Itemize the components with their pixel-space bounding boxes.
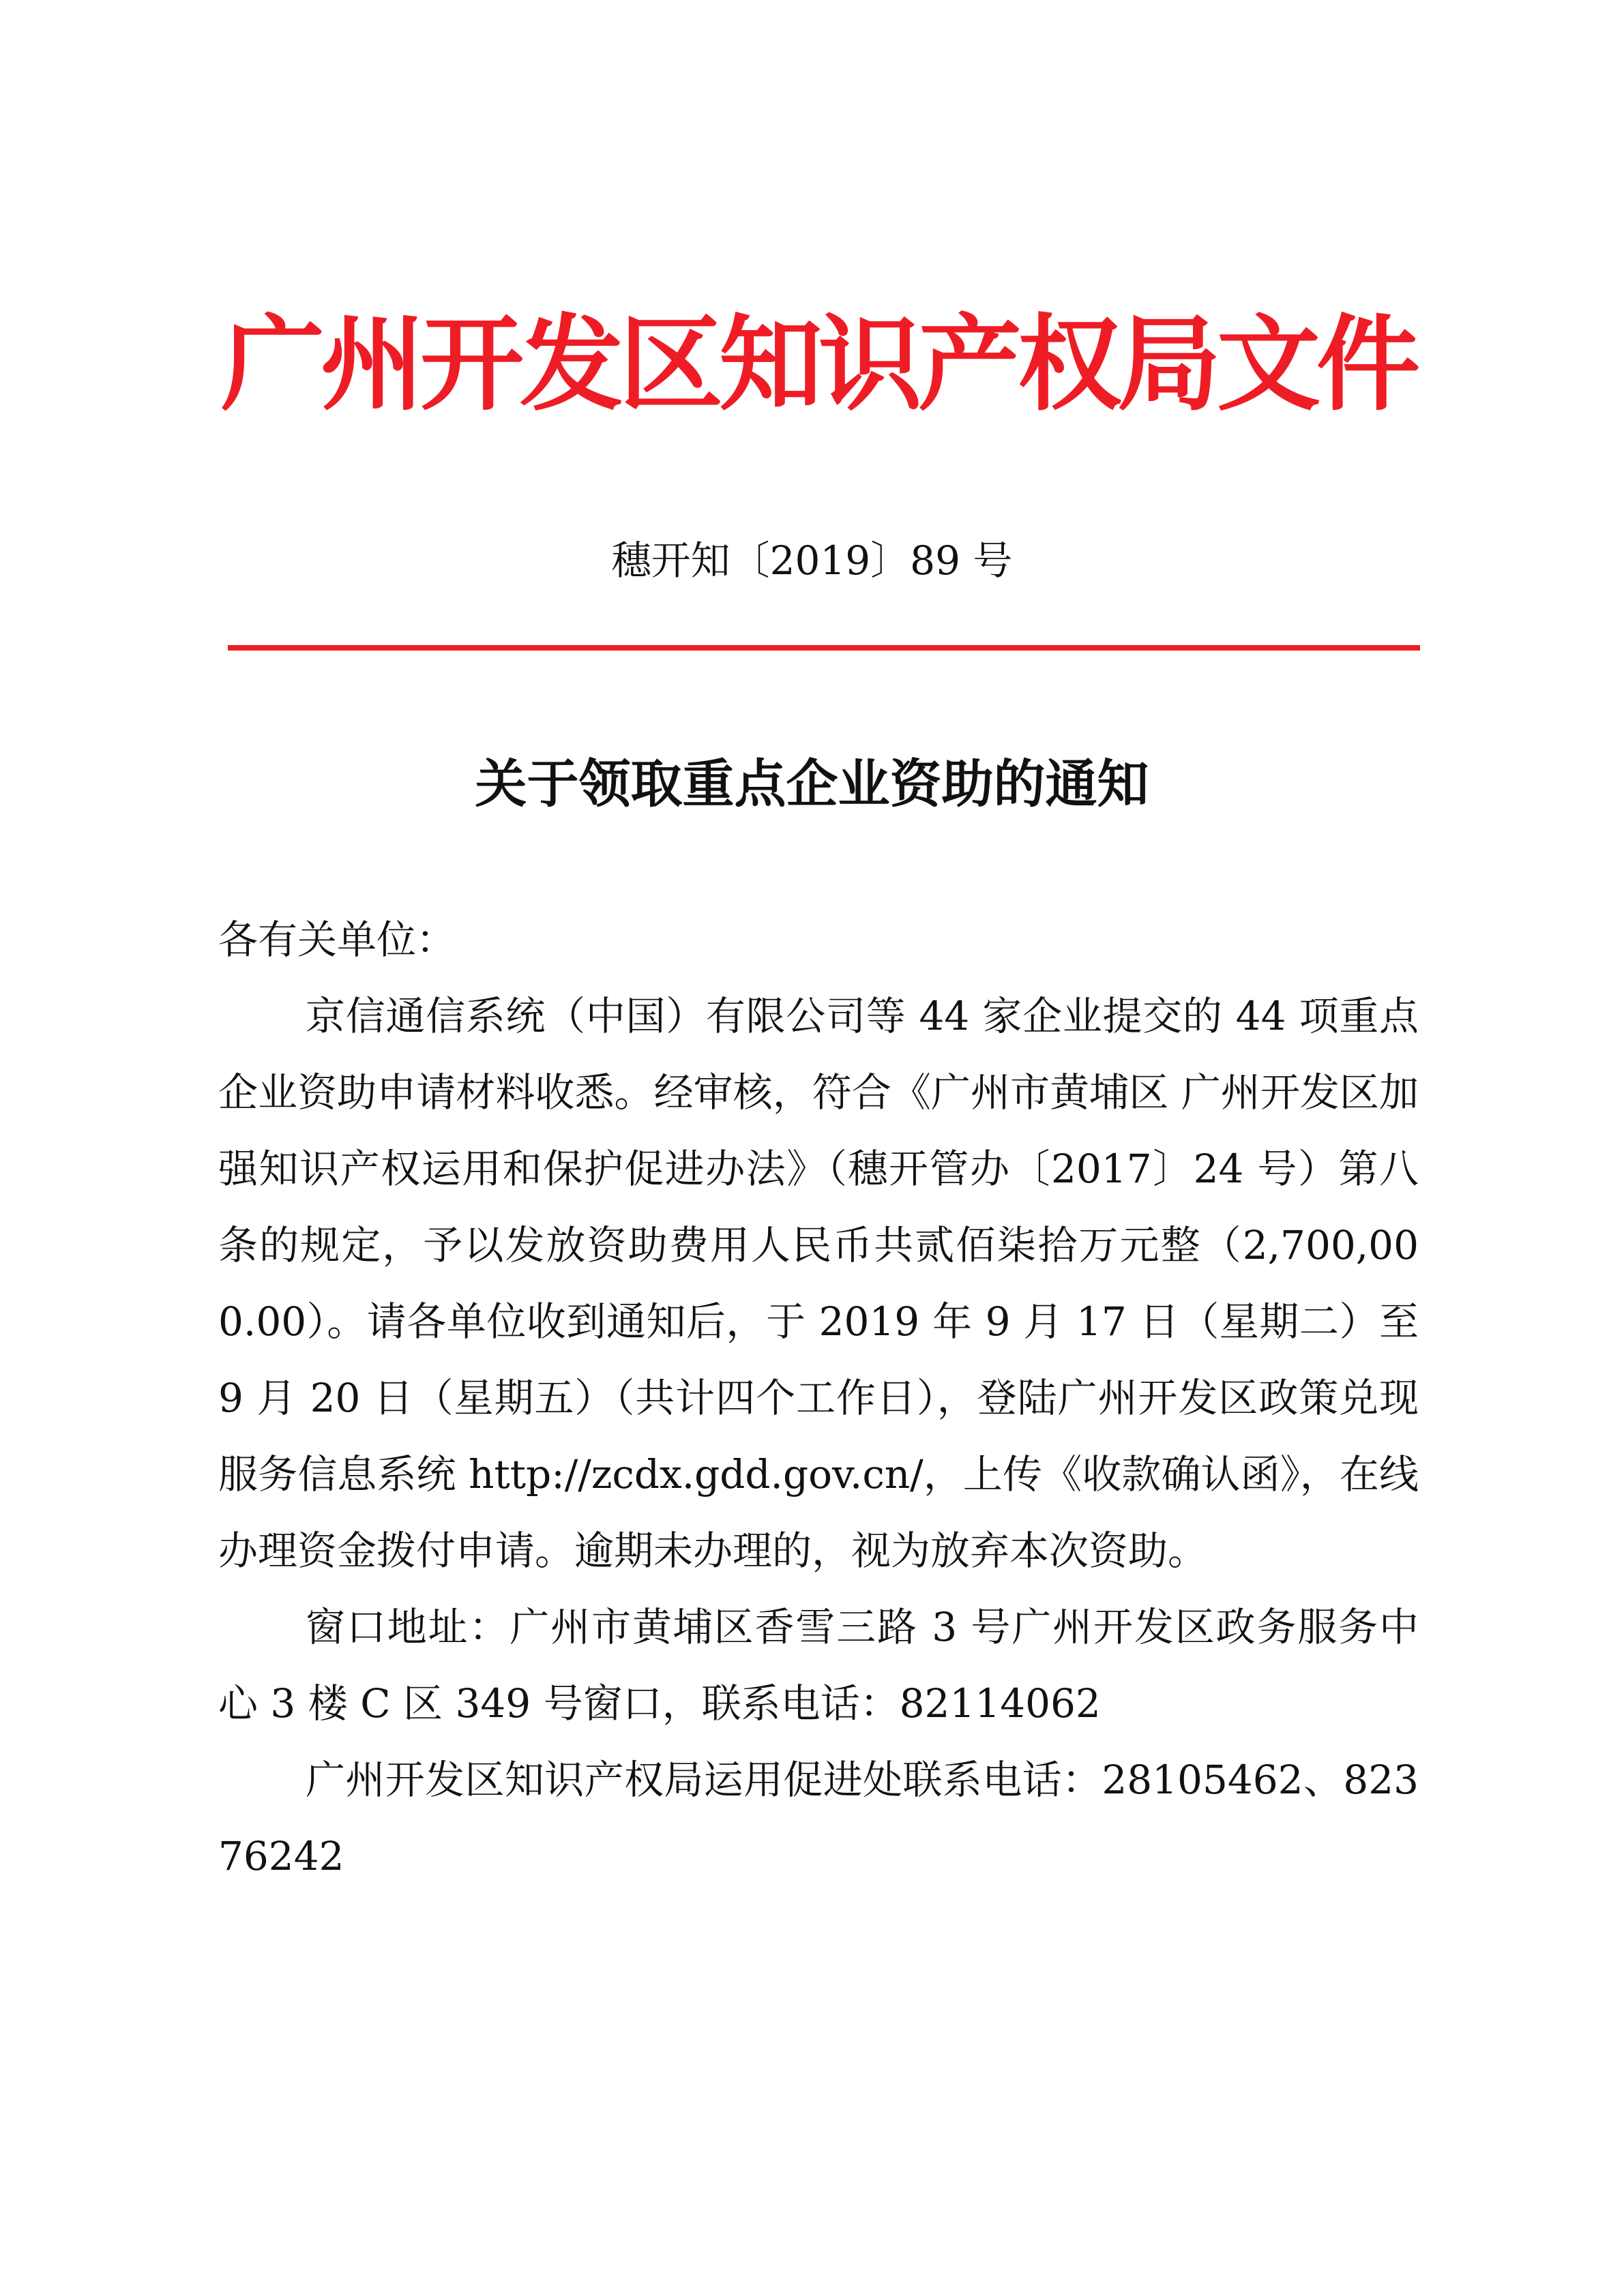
notice-title: 关于领取重点企业资助的通知: [475, 754, 1149, 814]
document-number: 穗开知〔2019〕89 号: [611, 537, 1013, 584]
salutation: 各有关单位：: [218, 916, 456, 963]
paragraph-main: 京信通信系统（中国）有限公司等 44 家企业提交的 44 项重点企业资助申请材料收悉。经审核，符合《广州市黄埔区 广州开发区加强知识产权运用和保护促进办法》（穗开管办〔2017〕24 号）第八条的规定，予以发放资助费用人民币共贰佰柒拾万元整（2,700,000.00）。请各单位收到通知后，于 2019 年 9 月 17 日（星期二）至 9 月 20 日（星期五）（共计四个工作日），登陆广州开发区政策兑现服务信息系统 http://zcdx.gdd.gov.cn/，上传《收款确认函》，在线办理资金拨付申请。逾期未办理的，视为放弃本次资助。: [218, 993, 1419, 1574]
masthead-divider: [228, 645, 1420, 651]
notice-body: [218, 901, 1419, 1894]
issuing-authority-masthead: 广州开发区知识产权局文件: [221, 304, 1416, 425]
paragraph-window-address: 窗口地址：广州市黄埔区香雪三路 3 号广州开发区政务服务中心 3 楼 C 区 349 号窗口，联系电话：82114062: [218, 1604, 1419, 1727]
paragraph-contact-phone: 广州开发区知识产权局运用促进处联系电话：28105462、82376242: [218, 1757, 1419, 1879]
